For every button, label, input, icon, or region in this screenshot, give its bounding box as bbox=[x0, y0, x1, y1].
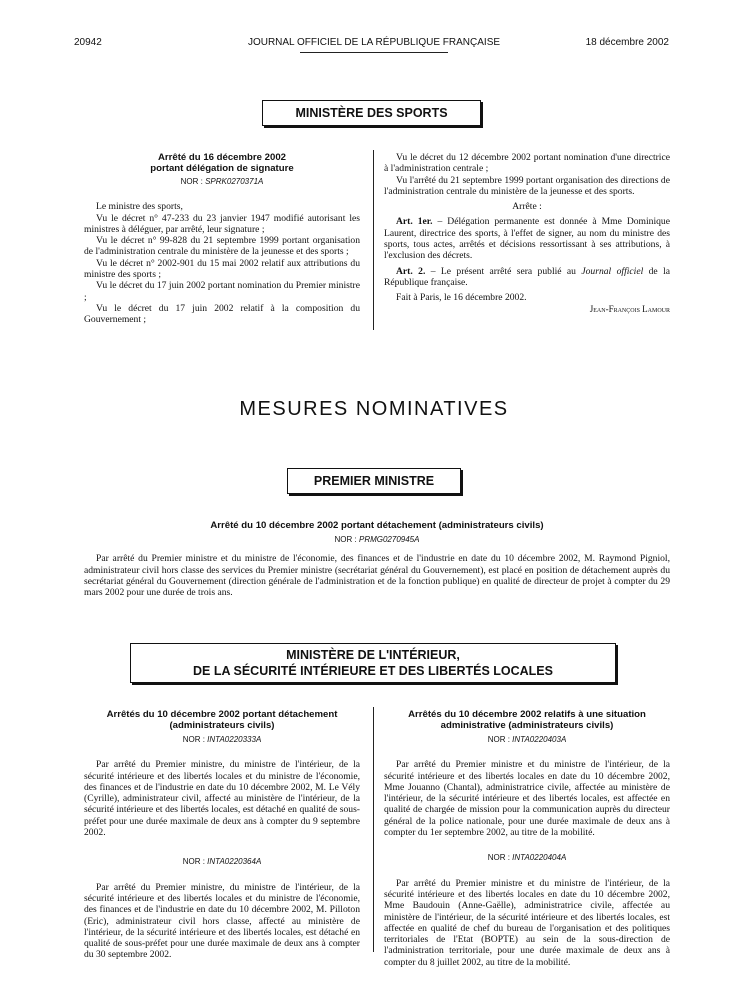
arrete-subtitle: portant délégation de signature bbox=[150, 163, 294, 174]
nor-reference: NOR : PRMG0270945A bbox=[334, 535, 420, 544]
arrete-subtitle: (administrateurs civils) bbox=[169, 720, 275, 731]
journal-title: JOURNAL OFFICIEL DE LA RÉPUBLIQUE FRANÇAISE bbox=[247, 37, 501, 48]
paragraph: Vu le décret du 17 juin 2002 relatif à la composition du Gouvernement ; bbox=[84, 302, 360, 326]
paragraph: Vu le décret n° 99-828 du 21 septembre 1999 portant organisation de l'administration centrale du ministère de la jeunesse et des sports ; bbox=[84, 235, 360, 258]
sports-left-column bbox=[84, 152, 360, 326]
article-2: Art. 2. – Le présent arrêté sera publié au Journal officiel de la République française. bbox=[384, 265, 670, 288]
column-divider bbox=[373, 150, 374, 330]
paragraph: Vu le décret du 12 décembre 2002 portant nomination d'une directrice à l'administration centrale ; bbox=[384, 152, 670, 175]
column-divider bbox=[373, 707, 374, 952]
nor-reference: NOR : INTA0220404A bbox=[487, 853, 567, 863]
paragraph: Vu le décret n° 47-233 du 23 janvier 1947 modifié autorisant les ministres à déléguer, par arrêté, leur signature ; bbox=[84, 212, 360, 235]
arrete-title: Arrêté du 16 décembre 2002 bbox=[158, 152, 286, 163]
arrete-subtitle: administrative (administrateurs civils) bbox=[440, 720, 614, 731]
nor-reference: NOR : INTA0220333A bbox=[182, 735, 262, 744]
nor-reference: NOR : INTA0220403A bbox=[487, 735, 567, 744]
paragraph: Par arrêté du Premier ministre et du ministre de l'intérieur, de la sécurité intérieure et des libertés locales en date du 10 décembre 2002, Mme Jouanno (Chantal), administratrice civile, affectée au ministère de l'intérieur, de la sécurité intérieure et des libertés locales, est affectée en qualité de chargée de mission pour la communication auprès du directeur général de la police nationale, pour une durée maximale de deux ans à compter du 1er septembre 2002, au titre de la mobilité. bbox=[384, 759, 670, 839]
nor-reference: NOR : SPRK0270371A bbox=[180, 177, 264, 186]
interieur-left-column bbox=[84, 709, 360, 961]
paragraph: Par arrêté du Premier ministre et du ministre de l'économie, des finances et de l'industrie en date du 10 décembre 2002, M. Raymond Pigniol, administrateur civil hors classe des services du Premier ministre (secrétariat général du Gouvernement), est placé en position de détachement auprès du secrétariat général du Gouvernement (direction générale de l'administration et de la fonction publique) en qualité de directeur de projet à compter du 29 mars 2002 pour une durée de trois ans. bbox=[84, 553, 670, 599]
arrete-title: Arrêtés du 10 décembre 2002 portant détachement bbox=[106, 709, 338, 720]
paragraph: Par arrêté du Premier ministre et du ministre de l'intérieur, de la sécurité intérieure et des libertés locales en date du 10 décembre 2002, Mme Baudouin (Anne-Gaëlle), administratrice civile, affectée au ministère de l'intérieur, de la sécurité intérieure et des libertés locales, est affectée en qualité de chef du bureau de l'organisation et des politiques territoriales de l'Etat (BOPTE) au sein de la sous-direction de l'administration territoriale, pour une durée maximale de deux ans à compter du 8 juillet 2002, au titre de la mobilité. bbox=[384, 877, 670, 968]
paragraph: Par arrêté du Premier ministre, du ministre de l'intérieur, de la sécurité intérieure et des libertés locales et du ministre de l'économie, des finances et de l'industrie en date du 10 décembre 2002, M. Le Vély (Cyrille), administrateur civil, affecté au ministère de l'intérieur, de la sécurité intérieure et des libertés locales, est détaché en qualité de sous-préfet pour une durée maximale de deux ans à compter du 9 septembre 2002. bbox=[84, 759, 360, 839]
issue-date: 18 décembre 2002 bbox=[585, 37, 669, 48]
paragraph: Par arrêté du Premier ministre, du ministre de l'intérieur, de la sécurité intérieure et des libertés locales et du ministre de l'économie, des finances et de l'industrie en date du 10 décembre 2002, M. Pilloton (Eric), administrateur civil hors classe, affecté au ministère de l'intérieur, de la sécurité intérieure et des libertés locales, est détaché en qualité de sous-préfet pour une durée maximale de deux ans à compter du 30 septembre 2002. bbox=[84, 881, 360, 961]
ministry-box-interieur bbox=[130, 643, 616, 683]
arrete-heading: Arrête : bbox=[512, 201, 542, 213]
fait-a-paris: Fait à Paris, le 16 décembre 2002. bbox=[396, 292, 527, 304]
article-1: Art. 1er. – Délégation permanente est donnée à Mme Dominique Laurent, directrice des sports, à l'effet de signer, au nom du ministre des sports, tous actes, arrêtés et décisions ressortissant à ses attributions, à l'exclusion des décrets. bbox=[384, 216, 670, 262]
nor-reference: NOR : INTA0220364A bbox=[182, 857, 262, 867]
section-title: MESURES NOMINATIVES bbox=[239, 398, 509, 420]
interieur-right-column bbox=[384, 709, 670, 968]
ministry-line: MINISTÈRE DE L'INTÉRIEUR, bbox=[286, 648, 460, 662]
sports-right-column bbox=[384, 152, 670, 315]
ministry-line: DE LA SÉCURITÉ INTÉRIEURE ET DES LIBERTÉS LOCALES bbox=[193, 664, 553, 678]
paragraph: Vu le décret du 17 juin 2002 portant nomination du Premier ministre ; bbox=[84, 280, 360, 303]
paragraph: Le ministre des sports, bbox=[96, 201, 183, 213]
paragraph: Vu l'arrêté du 21 septembre 1999 portant organisation des directions de l'administration centrale du ministère de la jeunesse et des sports. bbox=[384, 174, 670, 197]
paragraph: Vu le décret n° 2002-901 du 15 mai 2002 relatif aux attributions du ministre des sports ; bbox=[84, 257, 360, 281]
arrete-title: Arrêtés du 10 décembre 2002 relatifs à une situation bbox=[408, 709, 646, 720]
page-number: 20942 bbox=[74, 37, 102, 48]
arrete-title: Arrêté du 10 décembre 2002 portant détachement (administrateurs civils) bbox=[210, 520, 544, 531]
ministry-box-sports: MINISTÈRE DES SPORTS bbox=[262, 100, 481, 126]
ministry-box-premier: PREMIER MINISTRE bbox=[287, 468, 461, 494]
header-rule bbox=[300, 52, 448, 53]
premier-section bbox=[84, 520, 670, 598]
signature: Jean-François Lamour bbox=[589, 303, 670, 314]
